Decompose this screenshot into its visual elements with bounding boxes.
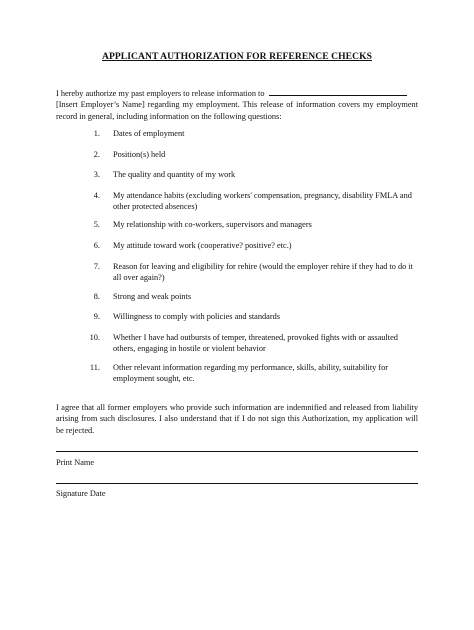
list-item-text: The quality and quantity of my work: [113, 170, 236, 179]
list-item-text: My attitude toward work (cooperative? positive? etc.): [113, 241, 292, 250]
list-item-number: 2.: [93, 150, 100, 159]
list-item-text: Strong and weak points: [113, 292, 192, 301]
employer-name-blank[interactable]: [269, 88, 407, 96]
signature-date-line[interactable]: [56, 483, 418, 484]
list-item-number: 1.: [93, 129, 100, 138]
signature-date-label: Signature Date: [56, 489, 106, 498]
list-item-text: Other relevant information regarding my performance, skills, ability, suitability for employment sought, etc.: [113, 363, 389, 384]
list-item-number: 10.: [89, 333, 100, 342]
print-name-line[interactable]: [56, 451, 418, 452]
intro-paragraph: [56, 88, 418, 122]
list-item-number: 3.: [93, 170, 100, 179]
document-title: APPLICANT AUTHORIZATION FOR REFERENCE CHECKS: [102, 51, 372, 62]
list-item-text: Reason for leaving and eligibility for rehire (would the employer rehire if they had to do it all over again?): [113, 262, 413, 283]
intro-text-start: I hereby authorize my past employers to release information to: [56, 89, 265, 98]
intro-text-end: [Insert Employer’s Name] regarding my employment. This release of information covers my employment record in general, including information on the following questions:: [56, 100, 418, 121]
list-item-text: Whether I have had outbursts of temper, threatened, provoked fights with or assaulted others, engaging in hostile or violent behavior: [113, 333, 398, 354]
list-item-number: 11.: [89, 363, 100, 372]
agreement-paragraph: I agree that all former employers who provide such information are indemnified and released from liability arising from such disclosures. I also understand that if I do not sign this Authorization, my application will be rejected.: [56, 403, 418, 435]
list-item-number: 4.: [93, 191, 100, 200]
list-item-text: Dates of employment: [113, 129, 185, 138]
list-item-text: Willingness to comply with policies and standards: [113, 312, 280, 321]
list-item-number: 9.: [93, 312, 100, 321]
list-item-number: 7.: [93, 262, 100, 271]
list-item-text: My relationship with co-workers, supervisors and managers: [113, 220, 312, 229]
print-name-label: Print Name: [56, 458, 95, 467]
list-item-number: 8.: [93, 292, 100, 301]
list-item-number: 6.: [93, 241, 100, 250]
list-item-text: My attendance habits (excluding workers' compensation, pregnancy, disability FMLA and other protected absences): [113, 191, 412, 212]
list-item-text: Position(s) held: [113, 150, 166, 159]
list-item-number: 5.: [93, 220, 100, 229]
